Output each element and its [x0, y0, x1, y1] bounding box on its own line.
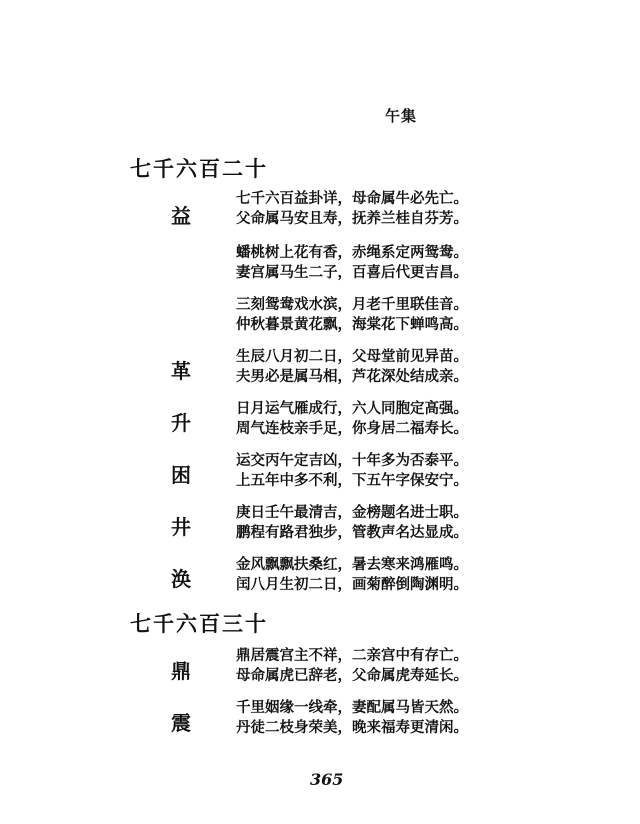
verse-line: 三刻鸳鸯戏水滨，月老千里联佳音。 — [236, 296, 468, 313]
verse — [236, 646, 468, 686]
verse — [236, 347, 468, 387]
hexagram-label: 升 — [171, 411, 191, 435]
verse-line: 母命属虎已辞老，父命属虎寿延长。 — [236, 667, 468, 684]
hexagram-label: 益 — [171, 204, 191, 228]
verse-line: 鼎居震宫主不祥，二亲宫中有存亡。 — [236, 647, 468, 664]
hexagram-label: 革 — [171, 359, 191, 383]
verse-line: 日月运气雁成行，六人同胞定高强。 — [236, 400, 468, 417]
verse — [236, 451, 468, 491]
verse-line: 仲秋暮景黄花飘，海棠花下蝉鸣高。 — [236, 316, 468, 333]
hexagram-label: 困 — [171, 463, 191, 487]
hexagram-label: 震 — [171, 711, 191, 735]
verse — [236, 555, 468, 595]
section-title: 七千六百二十 — [130, 156, 268, 181]
verse — [236, 399, 468, 439]
verse-line: 上五年中多不利，下五午字保安宁。 — [236, 472, 468, 489]
verse — [236, 295, 468, 335]
page-header: 午集 — [385, 107, 418, 125]
verse — [236, 503, 468, 543]
verse — [236, 243, 468, 283]
verse-line: 庚日壬午最清吉，金榜题名进士职。 — [236, 504, 468, 521]
verse-line: 夫男必是属马相，芦花深处结成亲。 — [236, 368, 468, 385]
section-title: 七千六百三十 — [130, 611, 268, 636]
verse-line: 闰八月生初二日，画菊醉倒陶渊明。 — [236, 576, 468, 593]
verse-line: 七千六百益卦详，母命属牛必先亡。 — [236, 190, 468, 207]
verse — [236, 698, 468, 738]
hexagram-label: 井 — [171, 515, 191, 539]
verse-line: 丹徒二枝身荣美，晚来福寿更清闲。 — [236, 719, 468, 736]
verse-line: 生辰八月初二日，父母堂前见异苗。 — [236, 348, 468, 365]
verse-line: 千里姻缘一线牵，妻配属马皆天然。 — [236, 699, 468, 716]
verse-line: 鹏程有路君独步，管教声名达显成。 — [236, 524, 468, 541]
verse-line: 妻宫属马生二子，百喜后代更吉昌。 — [236, 264, 468, 281]
verse-line: 蟠桃树上花有香，赤绳系定两鸳鸯。 — [236, 244, 468, 261]
hexagram-label: 涣 — [171, 567, 191, 591]
verse-line: 周气连枝亲手足，你身居二福寿长。 — [236, 420, 468, 437]
verse-line: 父命属马安且寿，抚养兰桂自芬芳。 — [236, 210, 468, 227]
verse — [236, 189, 468, 229]
verse-line: 运交丙午定吉凶，十年多为否泰平。 — [236, 452, 468, 469]
page-number: 365 — [310, 770, 344, 789]
hexagram-label: 鼎 — [171, 659, 191, 683]
verse-line: 金风飘飘扶桑红，暑去寒来鸿雁鸣。 — [236, 556, 468, 573]
